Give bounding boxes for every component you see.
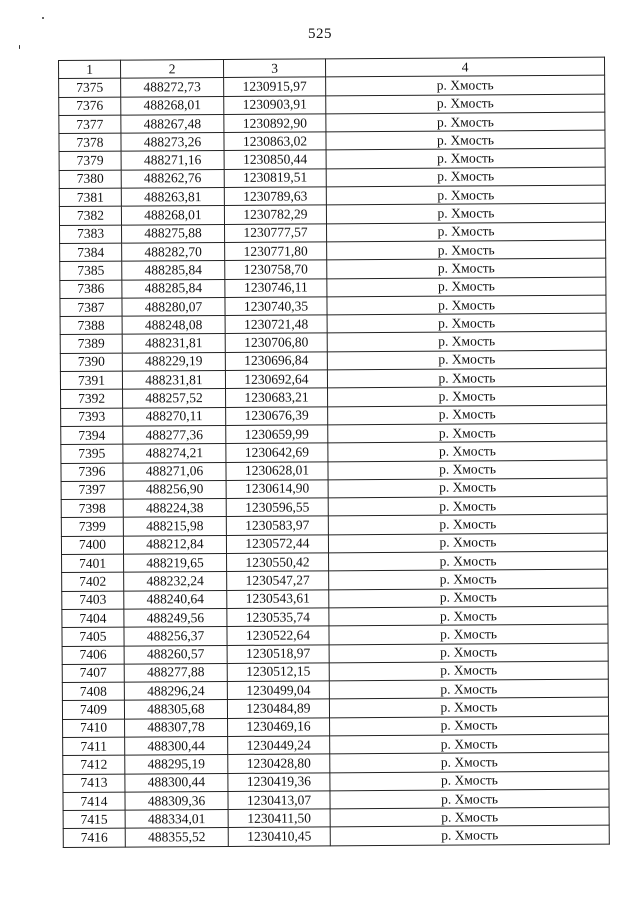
- y-coordinate-cell: 1230512,15: [227, 663, 329, 682]
- y-coordinate-cell: 1230721,48: [225, 315, 327, 334]
- point-number-cell: 7405: [62, 627, 124, 646]
- y-coordinate-cell: 1230683,21: [226, 388, 328, 407]
- x-coordinate-cell: 488248,08: [122, 316, 225, 335]
- x-coordinate-cell: 488295,19: [125, 755, 228, 774]
- description-cell: р. Хмость: [328, 423, 607, 443]
- description-cell: р. Хмость: [326, 130, 605, 150]
- x-coordinate-cell: 488240,64: [124, 590, 227, 609]
- y-coordinate-cell: 1230758,70: [225, 260, 327, 279]
- description-cell: р. Хмость: [328, 405, 607, 425]
- description-cell: р. Хмость: [330, 716, 609, 736]
- x-coordinate-cell: 488256,37: [124, 627, 227, 646]
- point-number-cell: 7408: [62, 682, 124, 701]
- x-coordinate-cell: 488285,84: [122, 279, 225, 298]
- point-number-cell: 7404: [62, 609, 124, 628]
- column-header: 3: [223, 59, 325, 78]
- description-cell: р. Хмость: [328, 386, 607, 406]
- point-number-cell: 7392: [61, 389, 123, 408]
- scan-speck: [42, 17, 44, 19]
- point-number-cell: 7391: [60, 371, 122, 390]
- description-cell: р. Хмость: [329, 643, 608, 663]
- point-number-cell: 7401: [62, 554, 124, 573]
- description-cell: р. Хмость: [326, 94, 605, 114]
- x-coordinate-cell: 488224,38: [123, 499, 226, 518]
- point-number-cell: 7402: [62, 572, 124, 591]
- x-coordinate-cell: 488231,81: [122, 334, 225, 353]
- x-coordinate-cell: 488219,65: [124, 553, 227, 572]
- point-number-cell: 7395: [61, 444, 123, 463]
- description-cell: р. Хмость: [327, 295, 606, 315]
- point-number-cell: 7379: [59, 152, 121, 171]
- x-coordinate-cell: 488229,19: [122, 352, 225, 371]
- description-cell: р. Хмость: [329, 624, 608, 644]
- y-coordinate-cell: 1230428,80: [228, 754, 330, 773]
- point-number-cell: 7410: [63, 719, 125, 738]
- x-coordinate-cell: 488271,06: [123, 462, 226, 481]
- y-coordinate-cell: 1230614,90: [226, 480, 328, 499]
- x-coordinate-cell: 488296,24: [124, 682, 227, 701]
- description-cell: р. Хмость: [327, 277, 606, 297]
- description-cell: р. Хмость: [328, 478, 607, 498]
- y-coordinate-cell: 1230892,90: [224, 114, 326, 133]
- point-number-cell: 7380: [59, 170, 121, 189]
- point-number-cell: 7394: [61, 426, 123, 445]
- x-coordinate-cell: 488271,16: [121, 151, 224, 170]
- y-coordinate-cell: 1230819,51: [224, 169, 326, 188]
- description-cell: р. Хмость: [330, 789, 609, 809]
- x-coordinate-cell: 488215,98: [123, 517, 226, 536]
- x-coordinate-cell: 488262,76: [121, 169, 224, 188]
- description-cell: р. Хмость: [326, 185, 605, 205]
- y-coordinate-cell: 1230642,69: [226, 443, 328, 462]
- point-number-cell: 7399: [61, 518, 123, 537]
- x-coordinate-cell: 488300,44: [125, 736, 228, 755]
- y-coordinate-cell: 1230596,55: [226, 498, 328, 517]
- point-number-cell: 7397: [61, 481, 123, 500]
- point-number-cell: 7376: [59, 97, 121, 116]
- y-coordinate-cell: 1230915,97: [224, 77, 326, 96]
- y-coordinate-cell: 1230628,01: [226, 461, 328, 480]
- x-coordinate-cell: 488285,84: [122, 261, 225, 280]
- y-coordinate-cell: 1230850,44: [224, 150, 326, 169]
- description-cell: р. Хмость: [329, 606, 608, 626]
- y-coordinate-cell: 1230903,91: [224, 95, 326, 114]
- y-coordinate-cell: 1230535,74: [227, 608, 329, 627]
- x-coordinate-cell: 488272,73: [121, 78, 224, 97]
- description-cell: р. Хмость: [327, 332, 606, 352]
- point-number-cell: 7411: [63, 737, 125, 756]
- column-header: 4: [325, 57, 604, 77]
- x-coordinate-cell: 488277,36: [123, 425, 226, 444]
- y-coordinate-cell: 1230518,97: [227, 644, 329, 663]
- point-number-cell: 7381: [59, 188, 121, 207]
- x-coordinate-cell: 488273,26: [121, 133, 224, 152]
- point-number-cell: 7414: [63, 792, 125, 811]
- point-number-cell: 7415: [63, 810, 125, 829]
- y-coordinate-cell: 1230789,63: [224, 187, 326, 206]
- point-number-cell: 7384: [60, 243, 122, 262]
- x-coordinate-cell: 488267,48: [121, 114, 224, 133]
- point-number-cell: 7400: [61, 536, 123, 555]
- x-coordinate-cell: 488270,11: [123, 407, 226, 426]
- page-number: 525: [308, 26, 332, 42]
- x-coordinate-cell: 488212,84: [123, 535, 226, 554]
- description-cell: р. Хмость: [326, 204, 605, 224]
- point-number-cell: 7416: [63, 829, 125, 848]
- x-coordinate-cell: 488300,44: [125, 773, 228, 792]
- point-number-cell: 7383: [60, 225, 122, 244]
- table-body: [59, 75, 610, 847]
- y-coordinate-cell: 1230522,64: [227, 626, 329, 645]
- x-coordinate-cell: 488263,81: [121, 188, 224, 207]
- x-coordinate-cell: 488256,90: [123, 480, 226, 499]
- coordinates-table: [58, 57, 610, 848]
- description-cell: р. Хмость: [328, 441, 607, 461]
- description-cell: р. Хмость: [327, 258, 606, 278]
- x-coordinate-cell: 488282,70: [122, 242, 225, 261]
- point-number-cell: 7388: [60, 316, 122, 335]
- point-number-cell: 7386: [60, 280, 122, 299]
- point-number-cell: 7413: [63, 774, 125, 793]
- point-number-cell: 7407: [62, 664, 124, 683]
- y-coordinate-cell: 1230771,80: [225, 242, 327, 261]
- x-coordinate-cell: 488307,78: [125, 718, 228, 737]
- x-coordinate-cell: 488280,07: [122, 297, 225, 316]
- y-coordinate-cell: 1230413,07: [228, 791, 330, 810]
- point-number-cell: 7390: [60, 353, 122, 372]
- x-coordinate-cell: 488334,01: [125, 810, 228, 829]
- description-cell: р. Хмость: [328, 533, 607, 553]
- column-header: 2: [121, 59, 224, 78]
- y-coordinate-cell: 1230746,11: [225, 278, 327, 297]
- y-coordinate-cell: 1230550,42: [227, 553, 329, 572]
- x-coordinate-cell: 488305,68: [124, 700, 227, 719]
- point-number-cell: 7378: [59, 133, 121, 152]
- column-header: 1: [59, 60, 121, 79]
- description-cell: р. Хмость: [329, 698, 608, 718]
- description-cell: р. Хмость: [327, 368, 606, 388]
- y-coordinate-cell: 1230410,45: [228, 827, 330, 846]
- x-coordinate-cell: 488309,36: [125, 791, 228, 810]
- y-coordinate-cell: 1230696,84: [225, 352, 327, 371]
- y-coordinate-cell: 1230782,29: [224, 205, 326, 224]
- y-coordinate-cell: 1230740,35: [225, 297, 327, 316]
- y-coordinate-cell: 1230499,04: [227, 681, 329, 700]
- description-cell: р. Хмость: [326, 149, 605, 169]
- description-cell: р. Хмость: [330, 826, 609, 846]
- x-coordinate-cell: 488275,88: [122, 224, 225, 243]
- x-coordinate-cell: 488231,81: [122, 371, 225, 390]
- y-coordinate-cell: 1230572,44: [226, 535, 328, 554]
- x-coordinate-cell: 488274,21: [123, 444, 226, 463]
- description-cell: р. Хмость: [328, 515, 607, 535]
- point-number-cell: 7382: [59, 206, 121, 225]
- point-number-cell: 7406: [62, 646, 124, 665]
- description-cell: р. Хмость: [330, 734, 609, 754]
- description-cell: р. Хмость: [326, 167, 605, 187]
- description-cell: р. Хмость: [330, 807, 609, 827]
- point-number-cell: 7403: [62, 591, 124, 610]
- y-coordinate-cell: 1230419,36: [228, 772, 330, 791]
- y-coordinate-cell: 1230547,27: [227, 571, 329, 590]
- y-coordinate-cell: 1230863,02: [224, 132, 326, 151]
- description-cell: р. Хмость: [328, 496, 607, 516]
- x-coordinate-cell: 488249,56: [124, 608, 227, 627]
- y-coordinate-cell: 1230659,99: [226, 425, 328, 444]
- point-number-cell: 7393: [61, 408, 123, 427]
- y-coordinate-cell: 1230469,16: [228, 718, 330, 737]
- point-number-cell: 7389: [60, 335, 122, 354]
- point-number-cell: 7377: [59, 115, 121, 134]
- x-coordinate-cell: 488268,01: [121, 96, 224, 115]
- description-cell: р. Хмость: [327, 313, 606, 333]
- x-coordinate-cell: 488277,88: [124, 663, 227, 682]
- y-coordinate-cell: 1230449,24: [228, 736, 330, 755]
- y-coordinate-cell: 1230777,57: [225, 224, 327, 243]
- description-cell: р. Хмость: [329, 588, 608, 608]
- scan-speck: [19, 45, 20, 49]
- table-row: [63, 826, 609, 848]
- description-cell: р. Хмость: [330, 752, 609, 772]
- point-number-cell: 7375: [59, 78, 121, 97]
- point-number-cell: 7385: [60, 261, 122, 280]
- y-coordinate-cell: 1230692,64: [225, 370, 327, 389]
- point-number-cell: 7412: [63, 755, 125, 774]
- x-coordinate-cell: 488232,24: [124, 572, 227, 591]
- description-cell: р. Хмость: [329, 569, 608, 589]
- description-cell: р. Хмость: [327, 240, 606, 260]
- y-coordinate-cell: 1230484,89: [227, 699, 329, 718]
- description-cell: р. Хмость: [328, 460, 607, 480]
- x-coordinate-cell: 488257,52: [123, 389, 226, 408]
- description-cell: р. Хмость: [329, 551, 608, 571]
- y-coordinate-cell: 1230583,97: [226, 516, 328, 535]
- x-coordinate-cell: 488268,01: [121, 206, 224, 225]
- description-cell: р. Хмость: [329, 661, 608, 681]
- y-coordinate-cell: 1230706,80: [225, 333, 327, 352]
- point-number-cell: 7409: [62, 700, 124, 719]
- y-coordinate-cell: 1230411,50: [228, 809, 330, 828]
- y-coordinate-cell: 1230543,61: [227, 589, 329, 608]
- description-cell: р. Хмость: [326, 112, 605, 132]
- description-cell: р. Хмость: [326, 75, 605, 95]
- point-number-cell: 7396: [61, 463, 123, 482]
- description-cell: р. Хмость: [327, 350, 606, 370]
- x-coordinate-cell: 488355,52: [125, 828, 228, 847]
- description-cell: р. Хмость: [329, 679, 608, 699]
- description-cell: р. Хмость: [330, 771, 609, 791]
- point-number-cell: 7398: [61, 499, 123, 518]
- description-cell: р. Хмость: [327, 222, 606, 242]
- y-coordinate-cell: 1230676,39: [226, 407, 328, 426]
- point-number-cell: 7387: [60, 298, 122, 317]
- x-coordinate-cell: 488260,57: [124, 645, 227, 664]
